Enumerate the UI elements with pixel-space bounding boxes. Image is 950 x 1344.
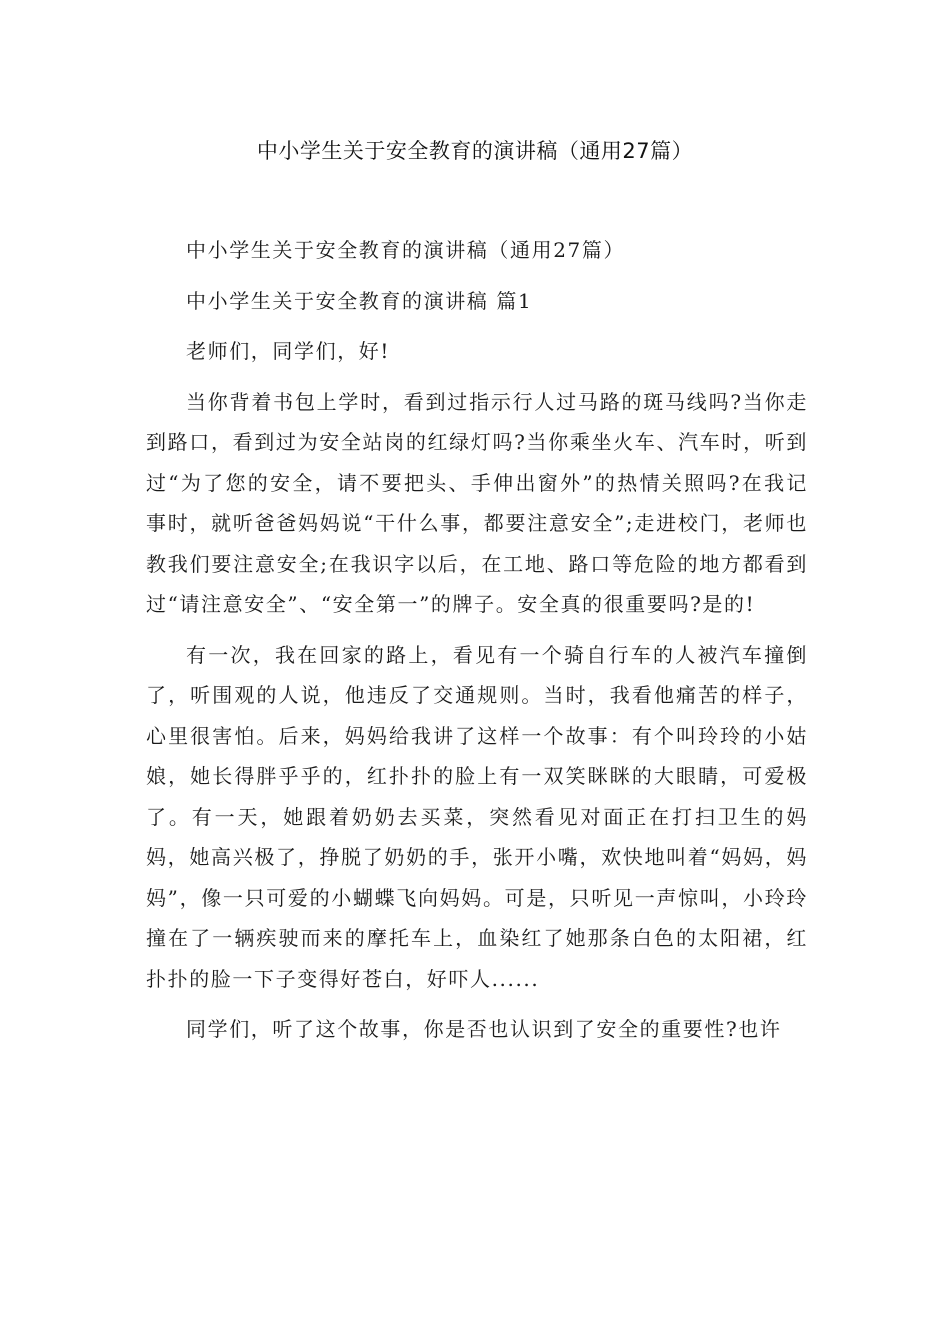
paragraph-subtitle: 中小学生关于安全教育的演讲稿（通用27篇） xyxy=(186,238,626,262)
document-body xyxy=(146,230,808,1060)
paragraph: 有一次，我在回家的路上，看见有一个骑自行车的人被汽车撞倒了，听围观的人说，他违反了交通规则。当时，我看他痛苦的样子，心里很害怕。后来，妈妈给我讲了这样一个故事：有个叫玲玲的小姑娘，她长得胖乎乎的，红扑扑的脸上有一双笑眯眯的大眼睛，可爱极了。有一天，她跟着奶奶去买菜，突然看见对面正在打扫卫生的妈妈，她高兴极了，挣脱了奶奶的手，张开小嘴，欢快地叫着“妈妈，妈妈”，像一只可爱的小蝴蝶飞向妈妈。可是，只听见一声惊叫，小玲玲撞在了一辆疾驶而来的摩托车上，血染红了她那条白色的太阳裙，红扑扑的脸一下子变得好苍白，好吓人...... xyxy=(146,642,808,991)
paragraph: 当你背着书包上学时，看到过指示行人过马路的斑马线吗?当你走到路口，看到过为安全站岗的红绿灯吗?当你乘坐火车、汽车时，听到过“为了您的安全，请不要把头、手伸出窗外”的热情关照吗?在我记事时，就听爸爸妈妈说“干什么事，都要注意安全”;走进校门，老师也教我们要注意安全;在我识字以后，在工地、路口等危险的地方都看到过“请注意安全”、“安全第一”的牌子。安全真的很重要吗?是的! xyxy=(146,389,808,616)
paragraph: 同学们，听了这个故事，你是否也认识到了安全的重要性?也许 xyxy=(186,1017,782,1041)
paragraph-greeting: 老师们，同学们，好! xyxy=(186,339,391,363)
document-title: 中小学生关于安全教育的演讲稿（通用27篇） xyxy=(256,139,694,163)
paragraph-section-heading: 中小学生关于安全教育的演讲稿 篇1 xyxy=(186,288,533,313)
